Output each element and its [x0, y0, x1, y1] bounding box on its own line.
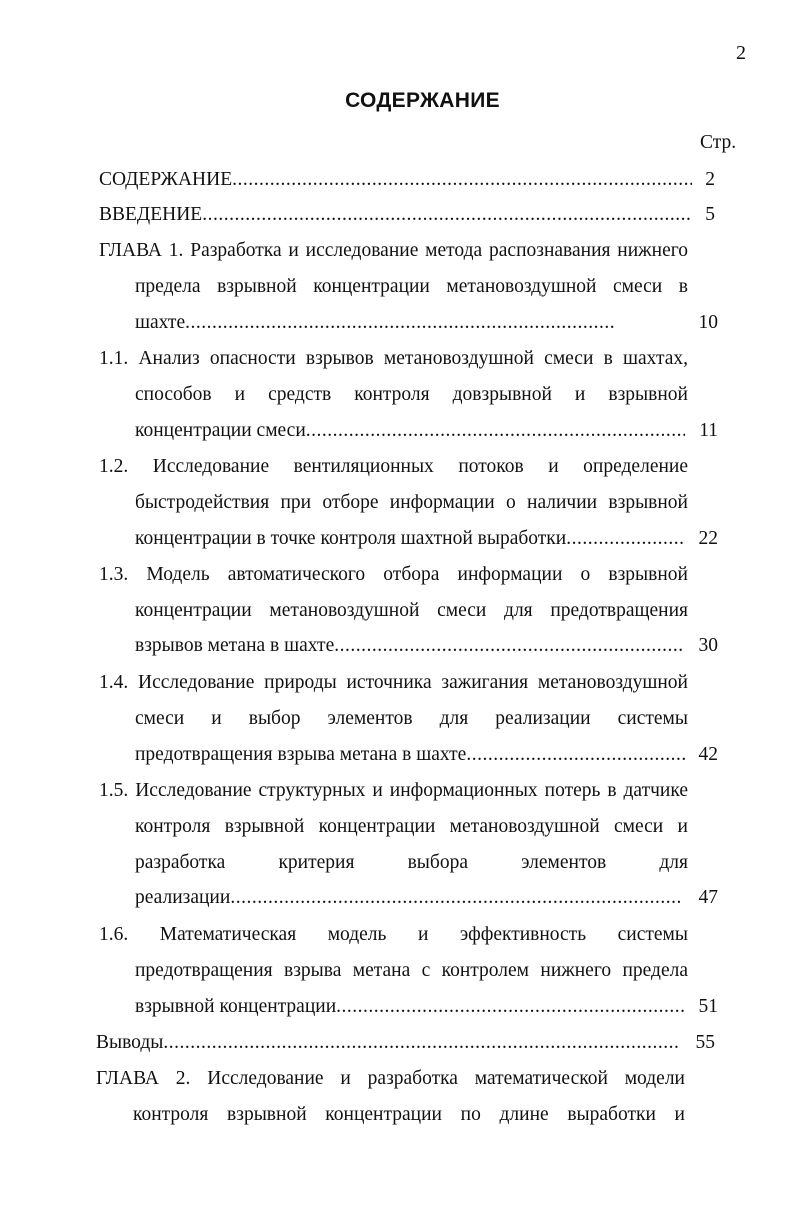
leader-dots: [230, 886, 682, 910]
toc-entry-line: 1.5. Исследование структурных и информационных потерь в датчике: [99, 780, 688, 801]
toc-entry-text: концентрации в точке контроля шахтной выработки: [135, 528, 567, 549]
toc-entry-page: 11: [699, 420, 718, 441]
toc-entry-conclusions[interactable]: [96, 1031, 678, 1055]
toc-entry-text: ВВЕДЕНИЕ: [99, 204, 203, 225]
toc-entry-line: контроля взрывной концентрации по длине выработки и: [133, 1104, 685, 1125]
toc-entry-page: 42: [698, 744, 718, 765]
toc-entry-line: ГЛАВА 2. Исследование и разработка математической модели: [96, 1068, 685, 1089]
page-number: 2: [736, 42, 746, 64]
toc-entry-text: СОДЕРЖАНИЕ: [99, 169, 233, 190]
toc-entry-introduction[interactable]: [99, 203, 692, 227]
toc-entry-text: концентрации смеси: [135, 420, 306, 441]
toc-entry-line: способов и средств контроля довзрывной и взрывной: [135, 384, 688, 405]
toc-entry-line: предела взрывной концентрации метановоздушной смеси в: [135, 276, 688, 297]
toc-entry-line: 1.6. Математическая модель и эффективность системы: [99, 924, 688, 945]
toc-entry-text: взрывов метана в шахте: [135, 635, 335, 656]
toc-entry-line: 1.3. Модель автоматического отбора информации о взрывной: [99, 564, 688, 585]
toc-entry-page: 51: [698, 996, 718, 1017]
toc-entry-text: реализации: [135, 887, 231, 908]
toc-entry-line: 1.4. Исследование природы источника зажигания метановоздушной: [99, 672, 688, 693]
leader-dots: [232, 168, 692, 192]
toc-entry-line: контроля взрывной концентрации метановоздушной смеси и: [135, 816, 688, 837]
leader-dots: [185, 311, 615, 335]
leader-dots: [334, 634, 682, 658]
toc-entry-line: 1.2. Исследование вентиляционных потоков и определение: [99, 456, 688, 477]
toc-entry-line: 1.1. Анализ опасности взрывов метановоздушной смеси в шахтах,: [99, 348, 688, 369]
leader-dots: [466, 743, 685, 767]
toc-entry-line: быстродействия при отборе информации о наличии взрывной: [135, 492, 688, 513]
leader-dots: [306, 419, 685, 443]
toc-entry-line: разработка критерия выбора элементов для: [135, 852, 688, 873]
leader-dots: [336, 995, 685, 1019]
toc-entry-line: смеси и выбор элементов для реализации системы: [135, 708, 688, 729]
toc-title: СОДЕРЖАНИЕ: [345, 89, 500, 112]
leader-dots: [163, 1031, 678, 1055]
toc-entry-text: шахте: [135, 312, 186, 333]
toc-entry-page: 47: [698, 887, 718, 908]
toc-entry-page: 2: [705, 169, 715, 190]
leader-dots: [566, 527, 685, 551]
toc-entry-page: 5: [705, 204, 715, 225]
toc-entry-text: предотвращения взрыва метана в шахте: [135, 744, 467, 765]
toc-entry-text: Выводы: [96, 1032, 164, 1053]
toc-entry-line: концентрации метановоздушной смеси для предотвращения: [135, 600, 688, 621]
leader-dots: [202, 203, 692, 227]
page-column-label: Стр.: [700, 132, 737, 153]
toc-entry-page: 10: [698, 312, 718, 333]
toc-entry-page: 30: [698, 635, 718, 656]
toc-entry-page: 55: [695, 1032, 715, 1053]
toc-entry-page: 22: [698, 528, 718, 549]
toc-entry-text: взрывной концентрации: [135, 996, 337, 1017]
toc-entry-line: предотвращения взрыва метана с контролем нижнего предела: [135, 960, 688, 981]
toc-entry-line: ГЛАВА 1. Разработка и исследование метода распознавания нижнего: [99, 240, 688, 261]
toc-entry-contents[interactable]: [99, 168, 692, 192]
